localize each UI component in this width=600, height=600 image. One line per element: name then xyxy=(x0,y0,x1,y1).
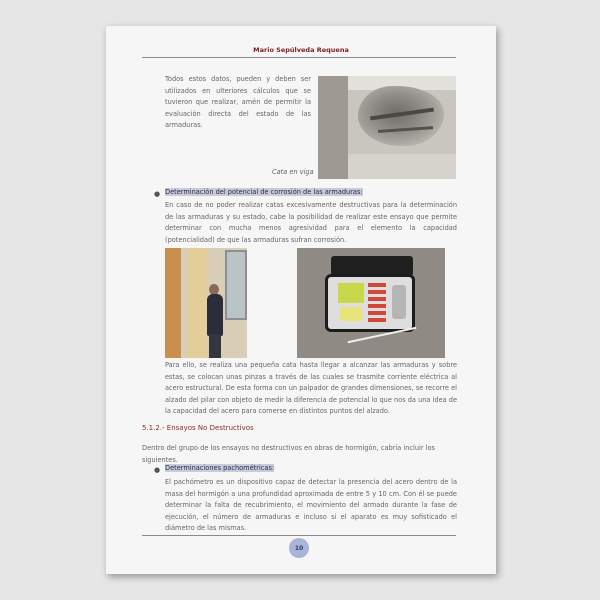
wall-cata-photo xyxy=(318,76,456,179)
bullet1-heading: Determinación del potencial de corrosión de las armaduras: xyxy=(165,188,363,196)
document-page xyxy=(106,26,496,574)
bullet1-text: En caso de no poder realizar catas excesivamente destructivas para la determinación de las armaduras y su estado, cabe la posibilidad de realizar este ensayo que permite determinar con mucha menos agresividad para el elemento la capacidad (potencialidad) de que las armaduras sufran corrosión. xyxy=(165,201,457,244)
page-number-badge: 10 xyxy=(289,538,309,558)
header-rule xyxy=(142,57,456,58)
bullet2-text: El pachómetro es un dispositivo capaz de detectar la presencia del acero dentro de la masa del hormigón a una profundidad aproximada de entre 5 y 10 cm. Con él se puede determinar la falta de recubrimiento, el movimiento del armado durante la fase de ejecución, el número de armaduras e incluso si el aparato es muy sofisticado el diámetro de las mismas. xyxy=(165,478,457,533)
intro-paragraph: Todos estos datos, pueden y deben ser utilizados en ulteriores cálculos que se tuvieron que realizar, amén de permitir la evaluación directa del estado de las armaduras. xyxy=(165,75,311,130)
section-heading: 5.1.2.- Ensayos No Destructivos xyxy=(142,424,254,432)
section-paragraph: Dentro del grupo de los ensayos no destructivos en obras de hormigón, cabría incluir los siguientes. xyxy=(142,444,435,464)
page-header-author: Mario Sepúlveda Requena xyxy=(253,46,349,54)
bullet-marker: ● xyxy=(154,190,161,198)
photo-caption: Cata en viga xyxy=(272,168,314,176)
bullet-marker: ● xyxy=(154,466,161,474)
bullet2-heading: Determinaciones pachométricas: xyxy=(165,464,275,472)
column-test-photo xyxy=(165,248,247,358)
footer-rule xyxy=(142,535,456,536)
corrosion-meter-photo xyxy=(297,248,445,358)
method-paragraph: Para ello, se realiza una pequeña cata hasta llegar a alcanzar las armaduras y sobre estas, se colocan unas pinzas a través de las cuales se trasmite corriente eléctrica al acero estructural. De esta forma con un palpador de grandes dimensiones, se recorre el alzado del pilar con objeto de medir la diferencia de potencial lo que nos da una idea de la capacidad del acero para comerse en distintos puntos del alzado. xyxy=(165,361,458,416)
